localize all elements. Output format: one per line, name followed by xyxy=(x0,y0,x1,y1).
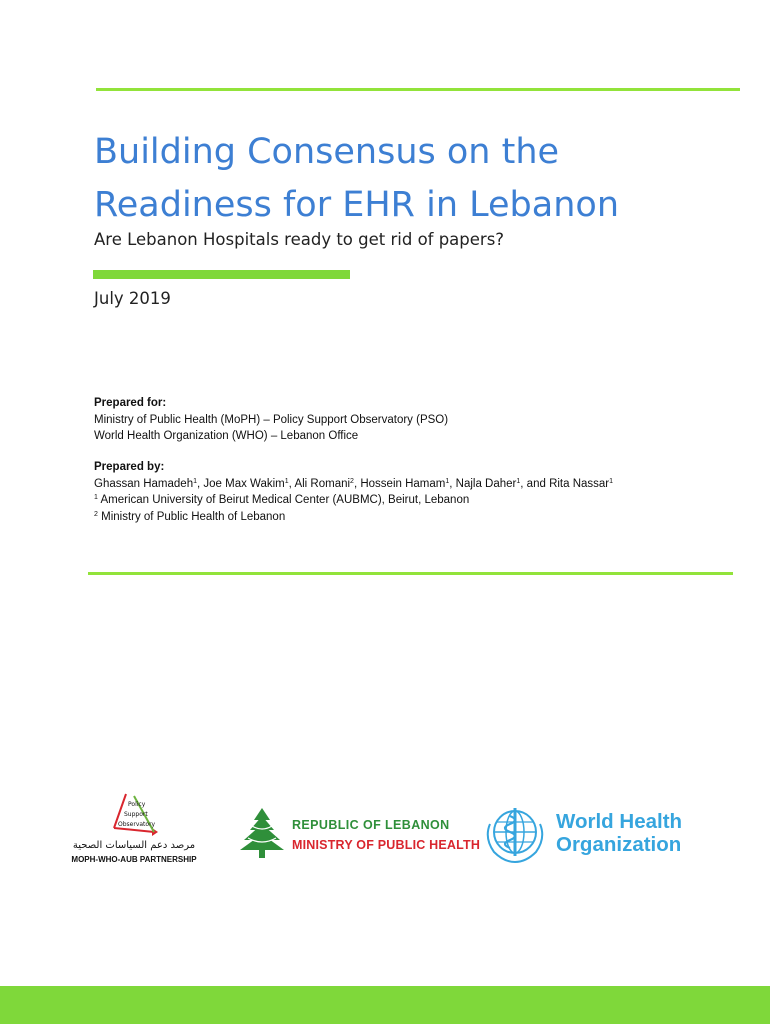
moph-line-2: MINISTRY OF PUBLIC HEALTH xyxy=(292,838,481,852)
middle-divider xyxy=(88,572,733,575)
author-separator: , and xyxy=(520,477,550,490)
author-name: Ghassan Hamadeh xyxy=(94,477,194,490)
prepared-for-block xyxy=(94,395,448,445)
report-subtitle: Are Lebanon Hospitals ready to get rid of papers? xyxy=(94,230,505,249)
pso-logo xyxy=(66,788,206,868)
author-list xyxy=(94,476,613,493)
author-name: Rita Nassar xyxy=(549,477,610,490)
cedar-tree-icon xyxy=(238,806,286,862)
title-line-1: Building Consensus on the xyxy=(94,132,560,172)
who-line-2: Organization xyxy=(556,833,682,856)
affiliation-sup: 1 xyxy=(94,494,98,501)
author-separator: , xyxy=(353,477,361,490)
pso-word: Observatory xyxy=(118,821,156,828)
report-title xyxy=(94,126,734,232)
prepared-by-heading: Prepared by: xyxy=(94,461,165,473)
author-name: Ali Romani xyxy=(294,477,351,490)
who-line-1: World Health xyxy=(556,810,683,833)
author-affiliation-sup: 1 xyxy=(445,477,450,485)
footer-bar xyxy=(0,986,770,1024)
pso-triangle-icon xyxy=(66,788,206,840)
author-separator: , xyxy=(197,477,204,490)
who-logo xyxy=(482,802,692,864)
pso-partnership: MOPH-WHO-AUB PARTNERSHIP xyxy=(71,855,197,864)
top-divider xyxy=(96,88,740,91)
affiliation-line xyxy=(94,492,613,509)
author-affiliation-sup: 1 xyxy=(516,477,521,485)
prepared-for-heading: Prepared for: xyxy=(94,397,167,409)
prepared-for-line: Ministry of Public Health (MoPH) – Policy Support Observatory (PSO) xyxy=(94,413,449,426)
affiliation-text: Ministry of Public Health of Lebanon xyxy=(101,510,286,523)
author-name: Joe Max Wakim xyxy=(203,477,285,490)
pso-arabic-name: مرصد دعم السياسات الصحية xyxy=(72,840,196,851)
title-line-2: Readiness for EHR in Lebanon xyxy=(94,185,619,225)
pso-word: Support xyxy=(124,811,148,818)
who-emblem-icon xyxy=(482,802,548,864)
affiliation-line xyxy=(94,509,613,526)
report-date: July 2019 xyxy=(94,289,171,308)
pso-word: Policy xyxy=(128,801,146,808)
author-affiliation-sup: 1 xyxy=(609,477,614,485)
author-affiliation-sup: 2 xyxy=(350,477,354,485)
prepared-by-block xyxy=(94,459,613,525)
affiliation-sup: 2 xyxy=(94,510,98,518)
moph-logo xyxy=(238,806,481,862)
author-affiliation-sup: 1 xyxy=(193,477,197,485)
author-name: Hossein Hamam xyxy=(360,477,446,490)
prepared-for-line: World Health Organization (WHO) – Lebanon Office xyxy=(94,430,359,442)
author-separator: , xyxy=(288,477,295,490)
accent-bar xyxy=(93,270,350,279)
author-name: Najla Daher xyxy=(455,477,517,490)
author-separator: , xyxy=(449,477,456,490)
author-affiliation-sup: 1 xyxy=(284,477,289,485)
moph-line-1: REPUBLIC OF LEBANON xyxy=(292,818,450,832)
affiliation-text: American University of Beirut Medical Center (AUBMC), Beirut, Lebanon xyxy=(100,494,470,506)
